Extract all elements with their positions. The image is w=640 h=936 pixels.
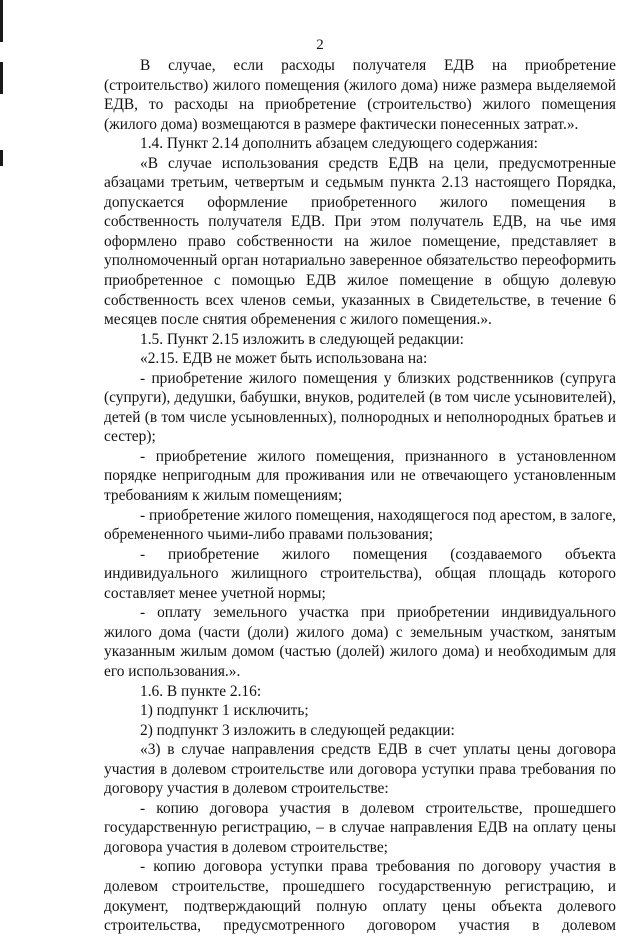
paragraph: - приобретение жилого помещения у близких родственников (супруга (супруги), дедушки, бабушки, внуков, родителей (в том числе усыновителей), детей (в том числе усыновленных), полнородных и неполнородных братьев и сестер);: [104, 369, 616, 446]
scan-edge-mark: [0, 150, 3, 166]
paragraph: «В случае использования средств ЕДВ на цели, предусмотренные абзацами третьим, четвертым и седьмым пункта 2.13 настоящего Порядка, допускается оформление приобретенного жилого помещения в собственность получателя ЕДВ. При этом получатель ЕДВ, на чье имя оформлено право собственности на жилое помещение, представляет в уполномоченный орган нотариально заверенное обязательство переоформить приобретенное с помощью ЕДВ жилое помещение в общую долевую собственность всех членов семьи, указанных в Свидетельстве, в течение 6 месяцев после снятия обременения с жилого помещения.».: [104, 154, 616, 329]
page-number: 2: [316, 37, 324, 53]
paragraph: 2) подпункт 3 изложить в следующей редакции:: [140, 721, 455, 739]
paragraph: В случае, если расходы получателя ЕДВ на приобретение (строительство) жилого помещения (жилого дома) ниже размера выделяемой ЕДВ, то расходы на приобретение (строительство) жилого помещения (жилого дома) возмещаются в размере фактически понесенных затрат.».: [104, 57, 616, 133]
paragraph: - копию договора участия в долевом строительстве, прошедшего государственную регистрацию, – в случае направления ЕДВ на оплату цены договора участия в долевом строительстве;: [104, 799, 616, 856]
paragraph: - приобретение жилого помещения, признанного в установленном порядке непригодным для проживания или не отвечающего установленным требованиям к жилым помещениям;: [104, 447, 616, 505]
paragraph: 1.5. Пункт 2.15 изложить в следующей редакции:: [140, 330, 464, 348]
scan-edge-mark: [0, 62, 3, 94]
paragraph: «3) в случае направления средств ЕДВ в счет уплаты цены договора участия в долевом строительстве или договора уступки права требования по договору участия в долевом строительстве:: [104, 741, 616, 798]
paragraph: 1) подпункт 1 исключить;: [140, 702, 309, 720]
paragraph: - оплату земельного участка при приобретении индивидуального жилого дома (части (доли) жилого дома) с земельным участком, занятым указанным жилым домом (частью (долей) жилого дома) и необходимым для его использования.».: [104, 604, 616, 680]
paragraph: 1.6. В пункте 2.16:: [140, 682, 262, 700]
paragraph: - приобретение жилого помещения, находящегося под арестом, в залоге, обремененного чьими-либо правами пользования;: [104, 506, 616, 544]
paragraph: «2.15. ЕДВ не может быть использована на:: [140, 350, 428, 368]
paragraph: - приобретение жилого помещения (создаваемого объекта индивидуального жилищного строительства), общая площадь которого составляет менее учетной нормы;: [104, 545, 616, 602]
document-body: [104, 56, 616, 936]
paragraph: 1.4. Пункт 2.14 дополнить абзацем следующего содержания:: [140, 135, 538, 153]
paragraph: - копию договора уступки права требования по договору участия в долевом строительстве, прошедшего государственную регистрацию, и документ, подтверждающий полную оплату цены объекта долевого строительства, предусмотренного договором участия в долевом: [104, 858, 616, 935]
